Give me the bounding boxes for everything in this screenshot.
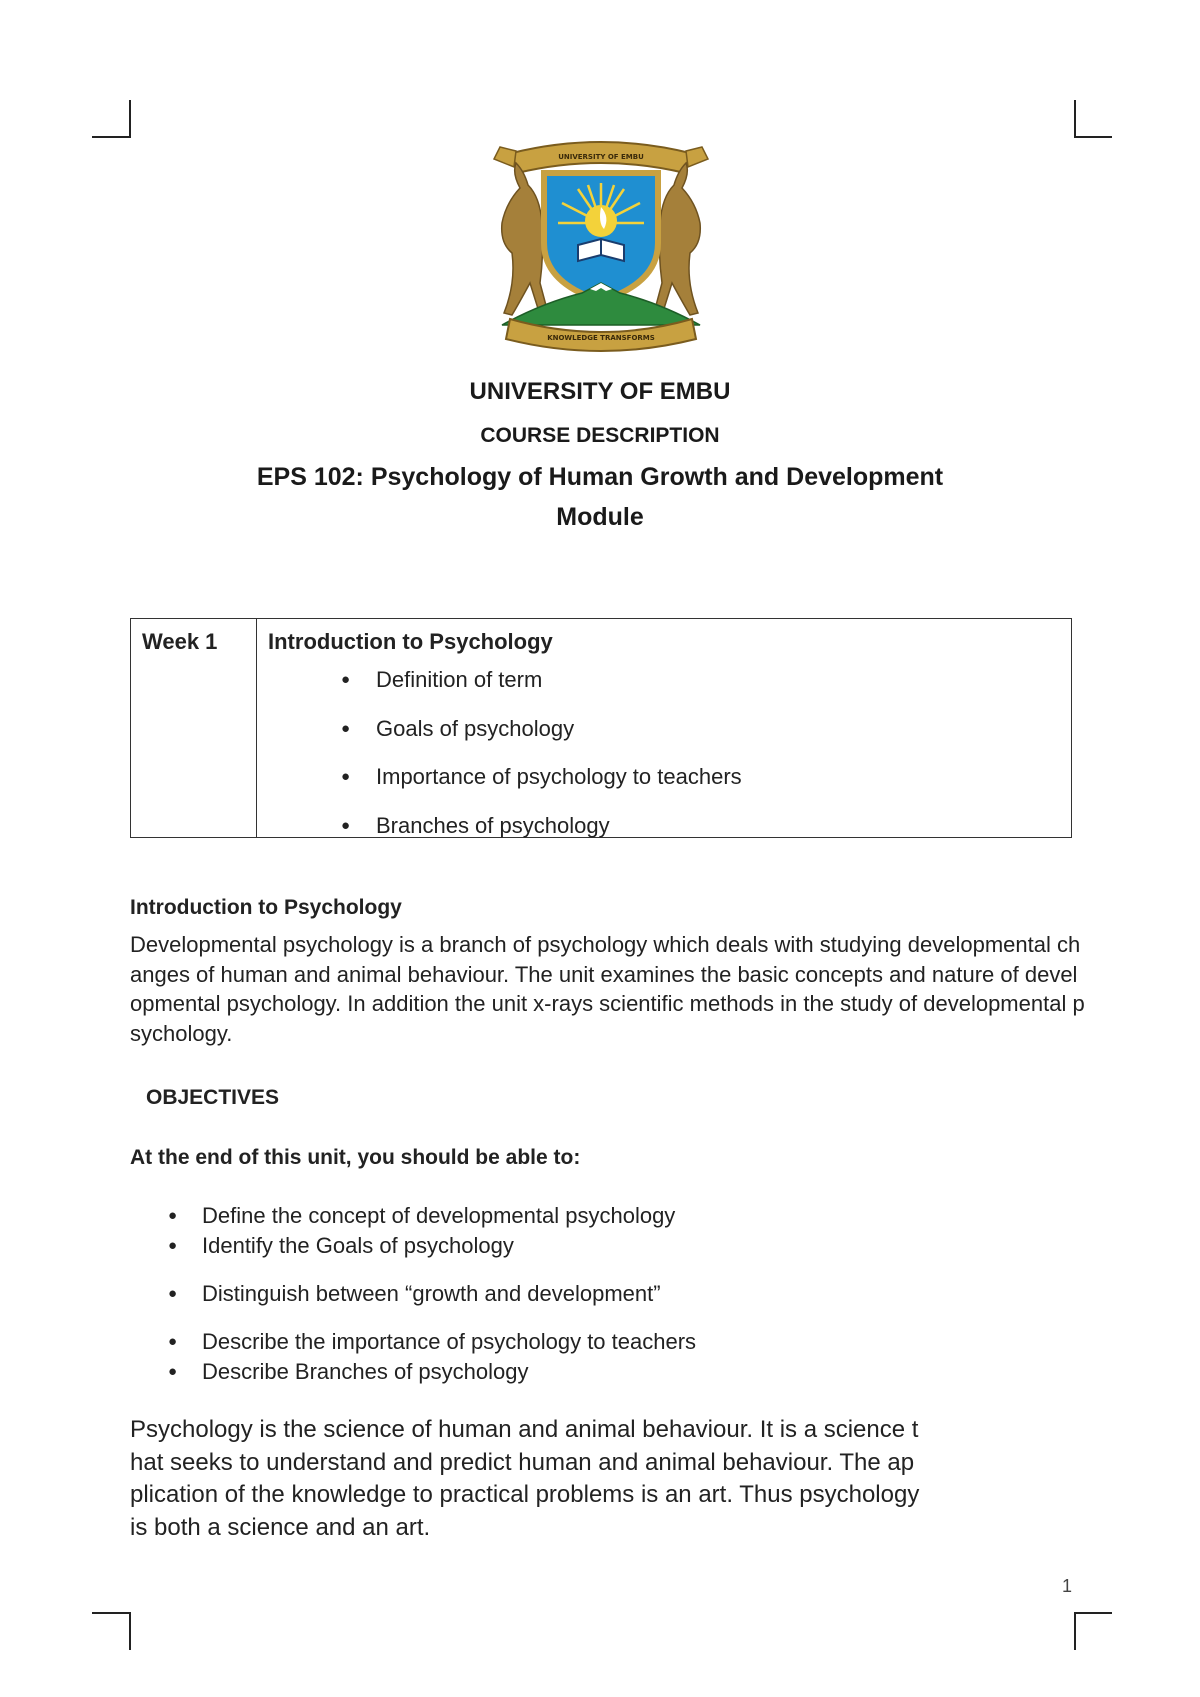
crop-mark-top-right <box>1074 100 1112 138</box>
table-column-divider <box>256 619 257 837</box>
objective-item: ● Distinguish between “growth and development” <box>168 1279 696 1309</box>
crop-mark-bottom-right <box>1074 1612 1112 1650</box>
objective-item: ● Describe Branches of psychology <box>168 1357 696 1387</box>
table-week-label: Week 1 <box>142 629 218 654</box>
table-topic-title: Introduction to Psychology <box>268 629 553 654</box>
course-subtitle: Module <box>556 503 644 531</box>
objectives-heading: OBJECTIVES <box>146 1086 280 1109</box>
table-topic-item: ● Goals of psychology <box>341 714 742 763</box>
objectives-list <box>168 1201 696 1387</box>
table-topic-item: ● Branches of psychology <box>341 811 742 860</box>
crest-top-banner-text: UNIVERSITY OF EMBU <box>558 153 644 161</box>
closing-paragraph: Psychology is the science of human and animal behaviour. It is a science that seeks to understand and predict human and animal behaviour. The application of the knowledge to practical problems is an art. Thus psychology is both a science and an art. <box>130 1416 920 1541</box>
table-topic-list <box>341 665 742 859</box>
crop-mark-top-left <box>92 100 131 138</box>
objective-item: ● Define the concept of developmental psychology <box>168 1201 696 1231</box>
table-topic-item: ● Definition of term <box>341 665 742 714</box>
university-name: UNIVERSITY OF EMBU <box>469 378 731 405</box>
crest-motto-text: KNOWLEDGE TRANSFORMS <box>547 334 655 342</box>
intro-heading: Introduction to Psychology <box>130 896 402 919</box>
objective-item: ● Identify the Goals of psychology <box>168 1231 696 1261</box>
page-number: 1 <box>1062 1576 1073 1596</box>
university-of-embu-crest-icon <box>482 133 720 353</box>
course-title: EPS 102: Psychology of Human Growth and Development <box>256 463 944 491</box>
crop-mark-bottom-left <box>92 1612 131 1650</box>
document-type: COURSE DESCRIPTION <box>480 424 720 447</box>
objective-item: ● Describe the importance of psychology to teachers <box>168 1327 696 1357</box>
intro-paragraph: Developmental psychology is a branch of psychology which deals with studying developmental changes of human and animal behaviour. The unit examines the basic concepts and nature of developmental psychology. In addition the unit x-rays scientific methods in the study of developmental psychology. <box>130 932 1085 1046</box>
objectives-lead: At the end of this unit, you should be able to: <box>130 1146 581 1169</box>
module-table <box>130 618 1072 838</box>
table-topic-item: ● Importance of psychology to teachers <box>341 762 742 811</box>
